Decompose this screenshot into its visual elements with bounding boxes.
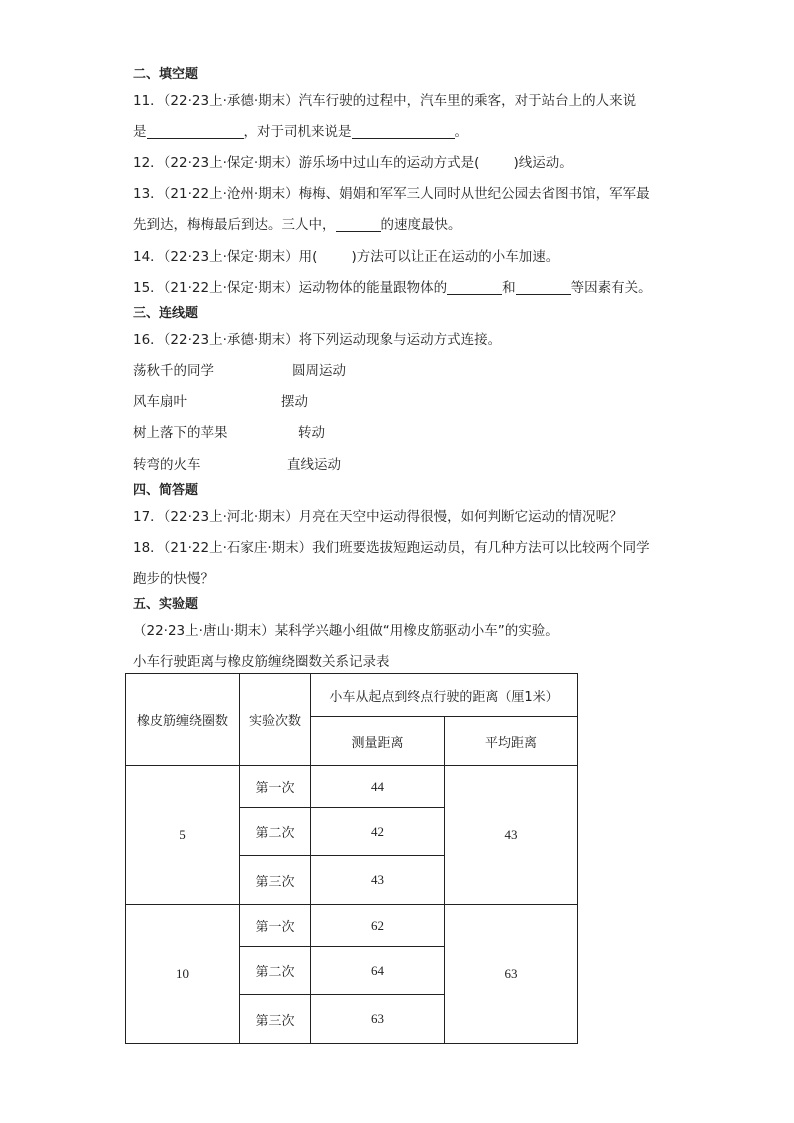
q15-text-a: 15．（21·22上·保定·期末）运动物体的能量跟物体的 xyxy=(133,280,448,296)
q14-text-b: )方法可以让正在运动的小车加速。 xyxy=(351,249,560,265)
q11-blank-1[interactable] xyxy=(147,124,244,139)
question-16: 16．（22·23上·承德·期末）将下列运动现象与运动方式连接。 xyxy=(133,332,502,348)
question-14 xyxy=(133,245,559,265)
q15-blank-1[interactable] xyxy=(447,280,502,295)
cell-turns: 5 xyxy=(126,766,240,905)
q13-text-a: 先到达，梅梅最后到达。三人中， xyxy=(133,217,336,233)
q13-text-b: 的速度最快。 xyxy=(380,217,462,233)
header-turns: 橡皮筋缠绕圈数 xyxy=(126,674,240,766)
cell-trial: 第三次 xyxy=(240,856,311,905)
matching-left-item[interactable]: 树上落下的苹果 xyxy=(133,425,228,441)
cell-distance: 42 xyxy=(311,808,445,856)
matching-right-item[interactable]: 摆动 xyxy=(281,394,308,410)
cell-distance: 63 xyxy=(311,995,445,1044)
matching-right-item[interactable]: 转动 xyxy=(298,425,325,441)
q14-text-a: 14．（22·23上·保定·期末）用( xyxy=(133,249,318,265)
q11-blank-2[interactable] xyxy=(352,124,455,139)
header-measured: 测量距离 xyxy=(311,717,445,766)
q12-text-b: )线运动。 xyxy=(513,155,573,171)
question-12 xyxy=(133,151,573,171)
header-distance-group: 小车从起点到终点行驶的距离（厘1米） xyxy=(311,674,578,717)
question-15 xyxy=(133,276,652,296)
question-13-line1: 13．（21·22上·沧州·期末）梅梅、娟娟和军军三人同时从世纪公园去省图书馆，军军最 xyxy=(133,186,650,202)
q11-text-a: 是 xyxy=(133,124,147,140)
cell-distance: 43 xyxy=(311,856,445,905)
cell-distance: 44 xyxy=(311,766,445,808)
section-matching-title: 三、连线题 xyxy=(133,306,199,321)
experiment-intro: （22·23上·唐山·期末）某科学兴趣小组做“用橡皮筋驱动小车”的实验。 xyxy=(133,623,559,639)
section-fill-blank-title: 二、填空题 xyxy=(133,67,199,82)
q15-blank-2[interactable] xyxy=(516,280,571,295)
table-caption: 小车行驶距离与橡皮筋缠绕圈数关系记录表 xyxy=(133,654,390,670)
q11-text-b: ，对于司机来说是 xyxy=(243,124,352,140)
cell-turns: 10 xyxy=(126,905,240,1044)
matching-right-item[interactable]: 直线运动 xyxy=(287,457,341,473)
q15-text-b: 和 xyxy=(502,280,516,296)
header-average: 平均距离 xyxy=(445,717,578,766)
matching-left-item[interactable]: 转弯的火车 xyxy=(133,457,201,473)
cell-trial: 第二次 xyxy=(240,808,311,856)
section-short-answer-title: 四、简答题 xyxy=(133,483,199,498)
q13-blank[interactable] xyxy=(336,217,381,232)
question-13-line2 xyxy=(133,213,462,233)
matching-left-item[interactable]: 风车扇叶 xyxy=(133,394,187,410)
cell-average: 43 xyxy=(445,766,578,905)
question-18-line1: 18．（21·22上·石家庄·期末）我们班要选拔短跑运动员，有几种方法可以比较两个同学 xyxy=(133,540,650,556)
cell-distance: 64 xyxy=(311,947,445,995)
cell-distance: 62 xyxy=(311,905,445,947)
q15-text-c: 等因素有关。 xyxy=(570,280,652,296)
cell-trial: 第一次 xyxy=(240,766,311,808)
q12-text-a: 12．（22·23上·保定·期末）游乐场中过山车的运动方式是( xyxy=(133,155,480,171)
cell-trial: 第三次 xyxy=(240,995,311,1044)
question-17: 17．（22·23上·河北·期末）月亮在天空中运动得很慢，如何判断它运动的情况呢？ xyxy=(133,509,623,525)
q11-text-c: 。 xyxy=(454,124,468,140)
matching-left-item[interactable]: 荡秋千的同学 xyxy=(133,363,214,379)
question-18-line2: 跑步的快慢？ xyxy=(133,571,214,587)
cell-trial: 第一次 xyxy=(240,905,311,947)
cell-average: 63 xyxy=(445,905,578,1044)
cell-trial: 第二次 xyxy=(240,947,311,995)
matching-right-item[interactable]: 圆周运动 xyxy=(292,363,346,379)
record-table xyxy=(125,673,578,1044)
question-11-line2 xyxy=(133,120,468,140)
section-experiment-title: 五、实验题 xyxy=(133,597,199,612)
question-11-line1: 11．（22·23上·承德·期末）汽车行驶的过程中，汽车里的乘客，对于站台上的人来说 xyxy=(133,93,637,109)
header-trials: 实验次数 xyxy=(240,674,311,766)
